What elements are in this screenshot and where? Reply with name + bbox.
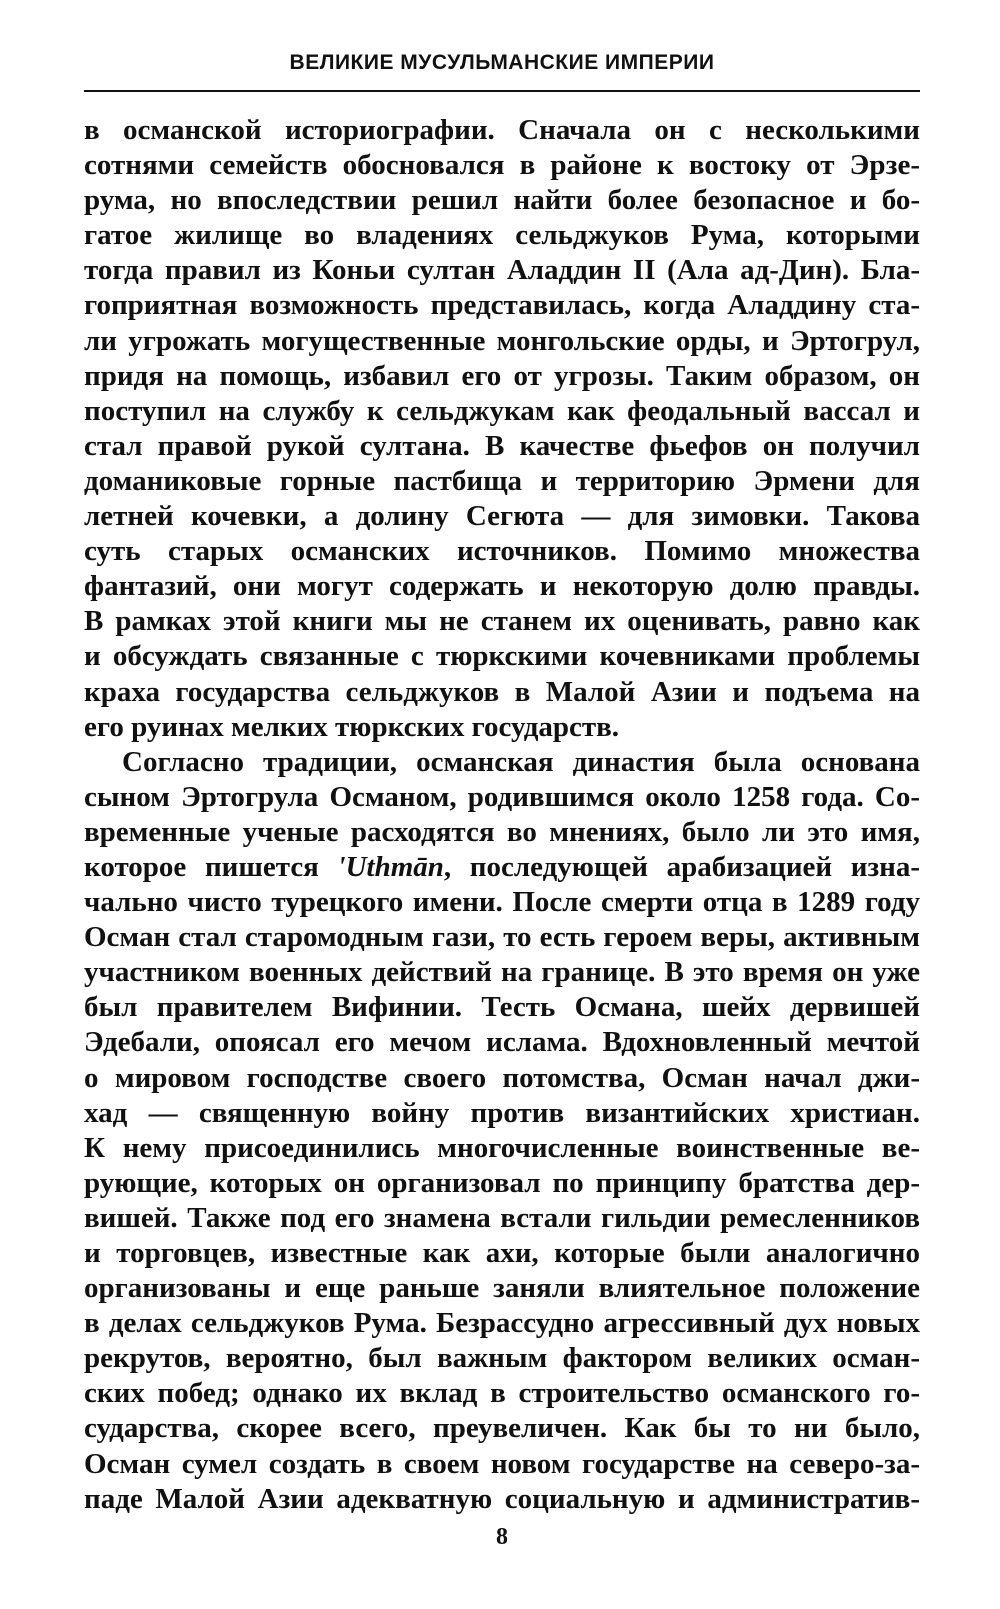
text-line: сотнями семейств обосновался в районе к востоку от Эрзе-: [84, 149, 920, 182]
running-head: ВЕЛИКИЕ МУСУЛЬМАНСКИЕ ИМПЕРИИ: [289, 51, 715, 74]
paragraph-2: [84, 745, 920, 1517]
text-line-with-term: [84, 850, 920, 885]
text-line: стал правой рукой султана. В качестве фьефов он получил: [84, 429, 920, 462]
text-line: о мировом господстве своего потомства, Осман начал джи-: [84, 1061, 920, 1094]
text-line: поступил на службу к сельджукам как феодальный вассал и: [84, 394, 920, 427]
text-line: его руинах мелких тюркских государств.: [84, 710, 620, 743]
text-line: временные ученые расходятся во мнениях, было ли это имя,: [84, 815, 920, 848]
text-line: тогда правил из Коньи султан Аладдин II (Ала ад-Дин). Бла-: [84, 254, 920, 287]
text-line: ли угрожать могущественные монгольские орды, и Эртогрул,: [84, 324, 920, 357]
text-line: был правителем Вифинии. Тесть Османа, шейх дервишей: [84, 991, 920, 1024]
paragraph-1: [84, 113, 920, 745]
text-line: придя на помощь, избавил его от угрозы. Таким образом, он: [84, 359, 920, 392]
text-line: В рамках этой книги мы не станем их оценивать, равно как: [84, 605, 920, 638]
text-line: в османской историографии. Сначала он с несколькими: [84, 114, 920, 146]
text-segment: , последующей арабизацией изна-: [443, 850, 920, 883]
text-line: организованы и еще раньше заняли влиятельное положение: [84, 1272, 920, 1305]
text-line: К нему присоединились многочисленные воинственные ве-: [84, 1131, 920, 1164]
text-line: паде Малой Азии адекватную социальную и административ-: [84, 1482, 920, 1515]
header-rule: [84, 90, 920, 92]
text-line: хад — священную войну против византийских христиан.: [84, 1096, 920, 1129]
text-line: фантазий, они могут содержать и некоторую долю правды.: [84, 570, 920, 603]
text-line: чально чисто турецкого имени. После смерти отца в 1289 году: [84, 886, 920, 919]
text-line: Осман сумел создать в своем новом государстве на северо-за-: [84, 1447, 920, 1480]
text-line: рекрутов, вероятно, был важным фактором великих осман-: [84, 1342, 920, 1375]
text-line: в делах сельджуков Рума. Безрассудно агрессивный дух новых: [84, 1307, 920, 1340]
italic-term: 'Uthmān: [337, 850, 444, 883]
body-text: [84, 113, 920, 1517]
text-segment: которое пишется: [84, 850, 338, 883]
text-line: Эдебали, опоясал его мечом ислама. Вдохновленный мечтой: [84, 1026, 920, 1059]
text-line: Согласно традиции, османская династия была основана: [122, 745, 920, 778]
text-line: участником военных действий на границе. В это время он уже: [84, 956, 920, 989]
text-line: доманиковые горные пастбища и территорию Эрмени для: [84, 464, 920, 497]
text-line: и обсуждать связанные с тюркскими кочевниками проблемы: [84, 640, 920, 673]
text-line: рума, но впоследствии решил найти более безопасное и бо-: [84, 184, 920, 217]
text-line: суть старых османских источников. Помимо множества: [84, 535, 920, 568]
text-line: гоприятная возможность представилась, когда Аладдину ста-: [84, 289, 920, 322]
text-line: и торговцев, известные как ахи, которые были аналогично: [84, 1237, 920, 1269]
text-line: краха государства сельджуков в Малой Азии и подъема на: [84, 675, 920, 708]
text-line: ских побед; однако их вклад в строительство османского го-: [84, 1377, 920, 1410]
text-line: сударства, скорее всего, преувеличен. Как бы то ни было,: [84, 1412, 920, 1445]
text-line: вишей. Также под его знамена встали гильдии ремесленников: [84, 1201, 920, 1234]
text-line: Осман стал старомодным гази, то есть героем веры, активным: [84, 921, 920, 954]
page-number: 8: [496, 1524, 508, 1550]
text-line: летней кочевки, а долину Сегюта — для зимовки. Такова: [84, 500, 920, 533]
text-line: рующие, которых он организовал по принципу братства дер-: [84, 1166, 920, 1199]
text-line: сыном Эртогрула Османом, родившимся около 1258 года. Со-: [84, 780, 920, 813]
text-line: гатое жилище во владениях сельджуков Рума, которыми: [84, 219, 920, 252]
